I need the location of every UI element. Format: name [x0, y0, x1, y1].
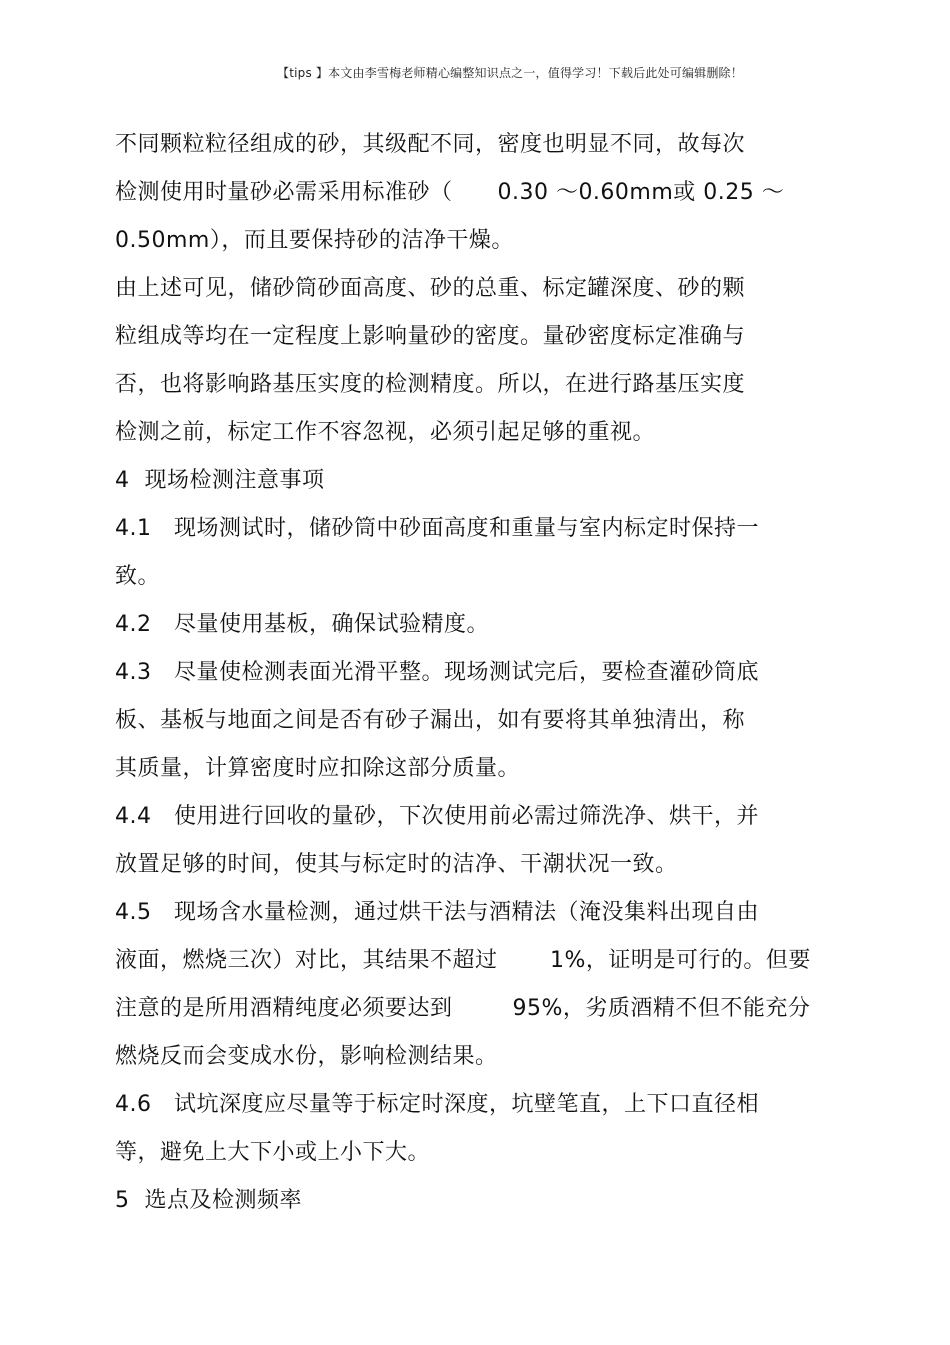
body-line: 放置足够的时间，使其与标定时的洁净、干潮状况一致。 — [115, 852, 678, 877]
body-line: 注意的是所用酒精纯度必须要达到 95%，劣质酒精不但不能充分 — [115, 996, 811, 1021]
body-line: 等，避免上大下小或上小下大。 — [115, 1140, 431, 1165]
section-heading: 4 现场检测注意事项 — [115, 468, 325, 493]
body-line: 检测使用时量砂必需采用标准砂（ 0.30 ～0.60mm或 0.25 ～ — [115, 180, 785, 205]
body-line: 致。 — [115, 564, 161, 589]
body-line: 4.2 尽量使用基板，确保试验精度。 — [115, 612, 489, 637]
body-line: 液面，燃烧三次）对比，其结果不超过 1%，证明是可行的。但要 — [115, 948, 811, 973]
body-line: 4.4 使用进行回收的量砂，下次使用前必需过筛洗净、烘干，并 — [115, 804, 759, 829]
body-line: 4.6 试坑深度应尽量等于标定时深度，坑壁笔直，上下口直径相 — [115, 1092, 759, 1117]
tips-header: 【tips 】本文由李雪梅老师精心编整知识点之一，值得学习！下载后此处可编辑删除！ — [277, 66, 743, 80]
body-line: 其质量，计算密度时应扣除这部分质量。 — [115, 756, 521, 781]
body-line: 否，也将影响路基压实度的检测精度。所以，在进行路基压实度 — [115, 372, 746, 397]
body-line: 粒组成等均在一定程度上影响量砂的密度。量砂密度标定准确与 — [115, 324, 746, 349]
body-line: 4.3 尽量使检测表面光滑平整。现场测试完后，要检查灌砂筒底 — [115, 660, 759, 685]
body-line: 不同颗粒粒径组成的砂，其级配不同，密度也明显不同，故每次 — [115, 132, 746, 157]
body-line: 4.1 现场测试时，储砂筒中砂面高度和重量与室内标定时保持一 — [115, 516, 759, 541]
section-heading: 5 选点及检测频率 — [115, 1188, 302, 1213]
body-line: 板、基板与地面之间是否有砂子漏出，如有要将其单独清出，称 — [115, 708, 746, 733]
body-line: 燃烧反而会变成水份，影响检测结果。 — [115, 1044, 498, 1069]
body-line: 检测之前，标定工作不容忽视，必须引起足够的重视。 — [115, 420, 656, 445]
body-line: 4.5 现场含水量检测，通过烘干法与酒精法（淹没集料出现自由 — [115, 900, 759, 925]
body-line: 由上述可见，储砂筒砂面高度、砂的总重、标定罐深度、砂的颗 — [115, 276, 746, 301]
body-line: 0.50mm），而且要保持砂的洁净干燥。 — [115, 228, 514, 253]
